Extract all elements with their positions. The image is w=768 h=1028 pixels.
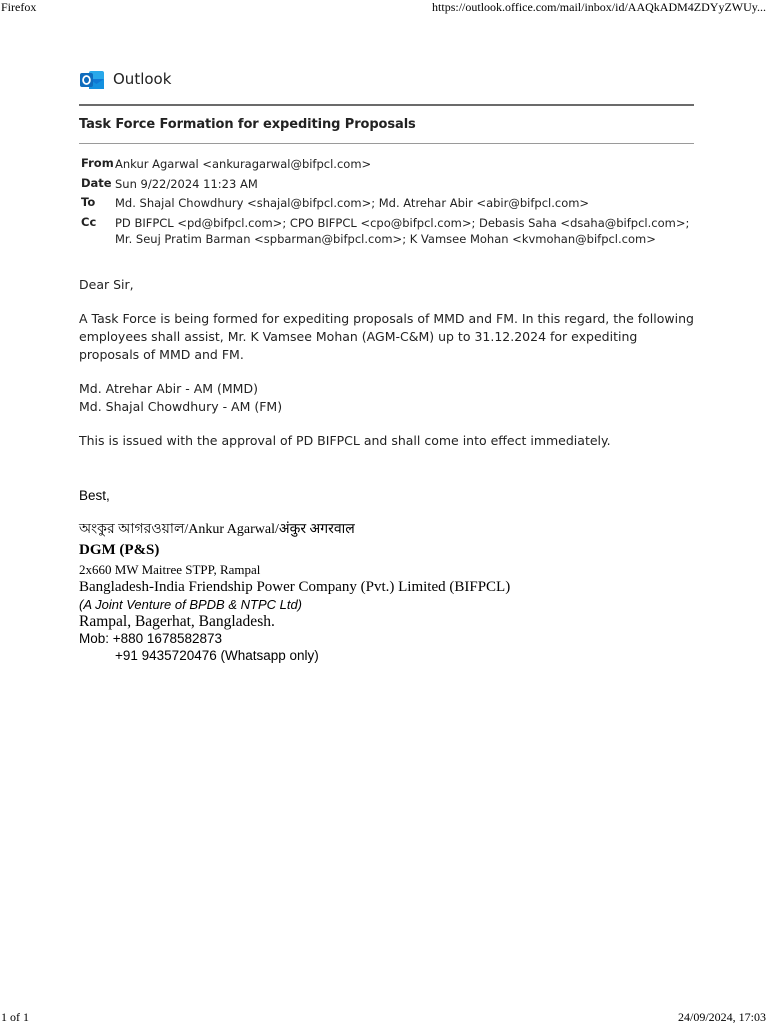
signature-jv: (A Joint Venture of BPDB & NTPC Ltd) [79,597,303,612]
email-body [79,276,694,450]
header-row-to [81,193,694,213]
header-value-date: Sun 9/22/2024 11:23 AM [115,176,258,191]
header-value-cc: PD BIFPCL <pd@bifpcl.com>; CPO BIFPCL <cpo@bifpcl.com>; Debasis Saha <dsaha@bifpcl.com>; Mr. Seuj Pratim Barman <spbarman@bifpcl.com>; K Vamsee Mohan <kvmohan@bifpcl.com> [115,215,690,246]
print-footer [0,1010,768,1028]
app-name: Outlook [113,70,172,88]
outlook-logo-icon [80,68,105,92]
header-label: Date [81,175,112,190]
header-label: To [81,195,96,209]
email-container [79,62,694,448]
page-url: https://outlook.office.com/mail/inbox/id/AAQkADM4ZDYyZWUy... [432,0,766,14]
print-header [0,0,768,18]
signature-unit: 2x660 MW Maitree STPP, Rampal [79,562,261,577]
signature-title: DGM (P&S) [79,542,160,558]
outlook-app-bar [79,62,694,102]
member-item: Md. Shajal Chowdhury - AM (FM) [79,399,283,414]
body-paragraph-1: A Task Force is being formed for expediting proposals of MMD and FM. In this regard, the following employees shall assist, Mr. K Vamsee Mohan (AGM-C&M) up to 31.12.2024 for expediting proposals of MMD and FM. [79,311,694,362]
email-subject: Task Force Formation for expediting Proposals [79,117,416,132]
subject-divider [79,143,694,144]
email-headers [81,154,694,248]
header-row-cc [81,213,694,248]
header-row-from [81,154,694,174]
signature-mobile-1: Mob: +880 1678582873 [79,631,223,646]
browser-name: Firefox [1,0,37,14]
greeting: Dear Sir, [79,277,134,292]
signature-address: Rampal, Bagerhat, Bangladesh. [79,613,275,630]
member-item: Md. Atrehar Abir - AM (MMD) [79,381,258,396]
email-signature [79,488,679,663]
header-value-to: Md. Shajal Chowdhury <shajal@bifpcl.com>; Md. Atrehar Abir <abir@bifpcl.com> [115,196,590,210]
header-label: From [81,156,114,170]
body-paragraph-2: This is issued with the approval of PD BIFPCL and shall come into effect immediately. [79,433,611,448]
page-number: 1 of 1 [1,1010,29,1024]
header-row-date [81,174,694,194]
signature-closing: Best, [79,488,110,503]
signature-company: Bangladesh-India Friendship Power Company (Pvt.) Limited (BIFPCL) [79,579,511,595]
header-divider [79,104,694,106]
print-datetime: 24/09/2024, 17:03 [677,1010,766,1024]
signature-mobile-2: +91 9435720476 (Whatsapp only) [115,648,319,663]
header-label: Cc [81,214,97,229]
header-value-from: Ankur Agarwal <ankuragarwal@bifpcl.com> [115,157,372,171]
signature-name: অংকুর আগরওয়াল/Ankur Agarwal/अंकुर अगरवाल [79,522,355,537]
